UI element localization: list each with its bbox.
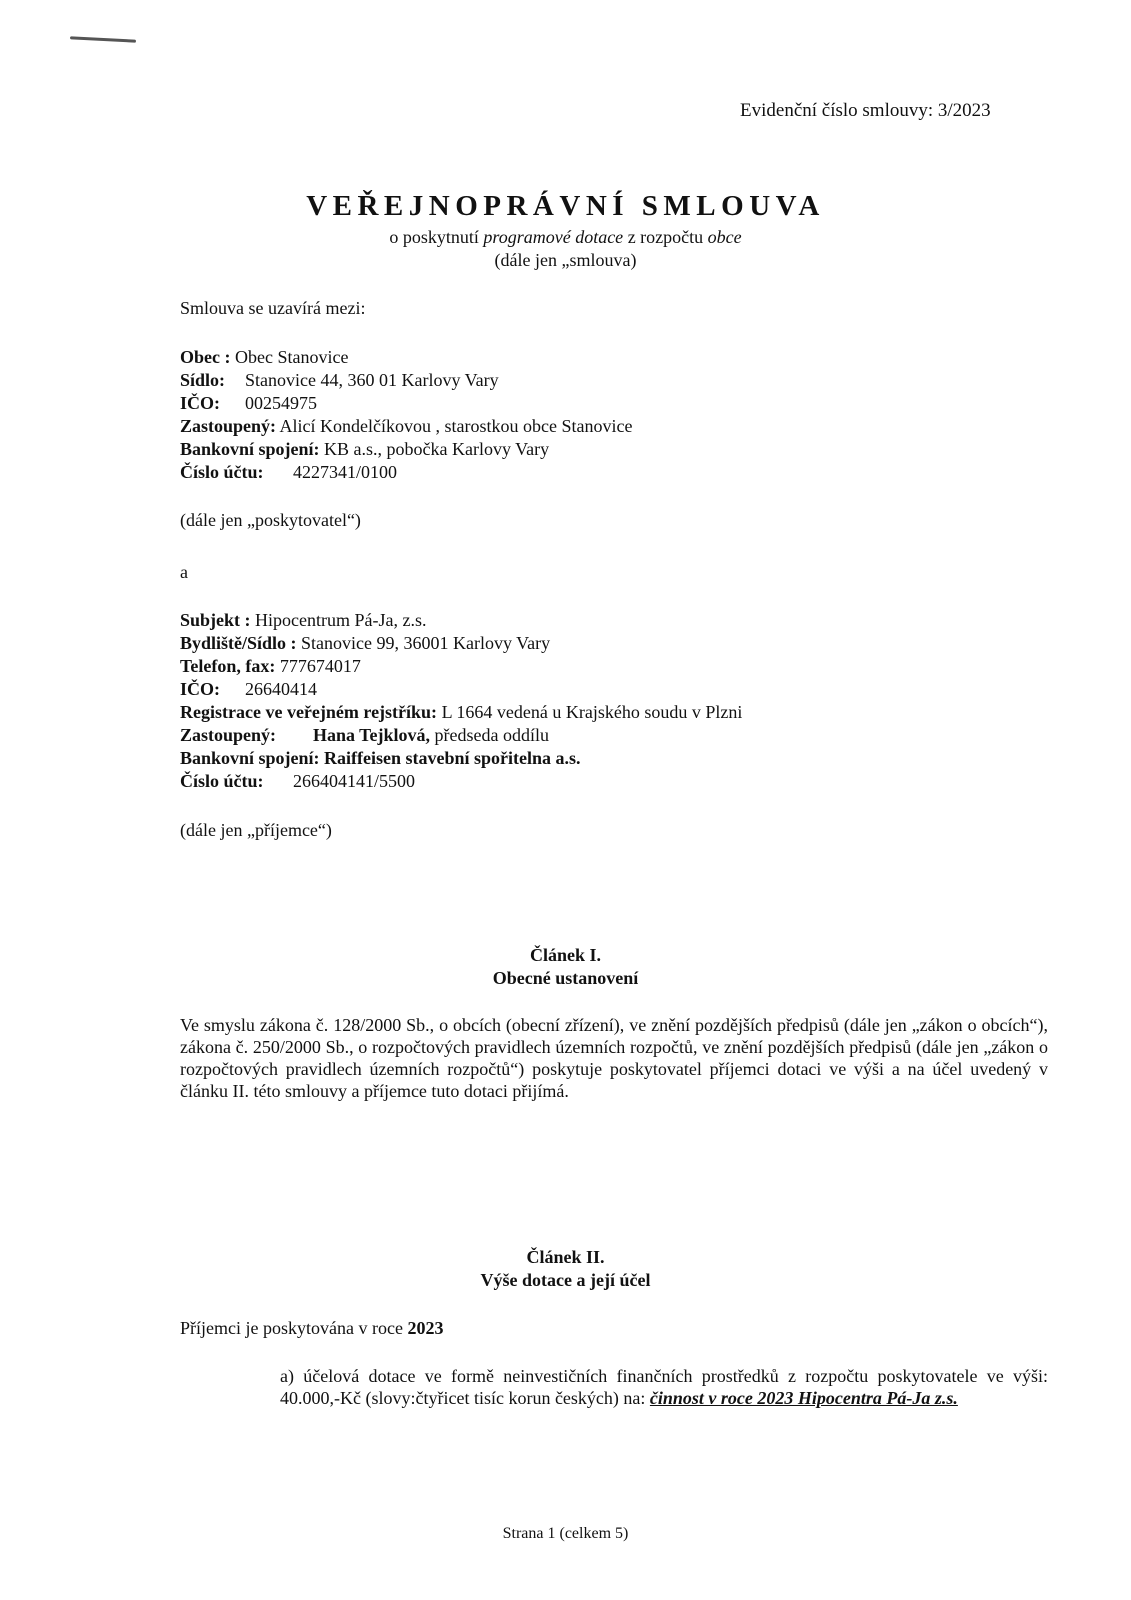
recipient-registration: Registrace ve veřejném rejstříku: L 1664 vedená u Krajského soudu v Plzni — [180, 702, 743, 722]
article-2-intro: Příjemci je poskytována v roce 2023 — [180, 1318, 444, 1338]
recipient-phone: Telefon, fax: 777674017 — [180, 656, 361, 676]
article-2-title: Výše dotace a její účel — [480, 1270, 651, 1290]
recipient-account: Číslo účtu: 266404141/5500 — [180, 771, 416, 791]
scan-mark — [70, 36, 136, 42]
article-2-heading: Článek II. — [526, 1247, 605, 1267]
recipient-subject: Subjekt : Hipocentrum Pá-Ja, z.s. — [180, 610, 427, 630]
provider-bank: Bankovní spojení: KB a.s., pobočka Karlovy Vary — [180, 439, 550, 459]
evidence-number: Evidenční číslo smlouvy: 3/2023 — [740, 100, 991, 121]
document-subtitle-2: (dále jen „smlouva) — [494, 250, 637, 270]
purpose-text: činnost v roce 2023 Hipocentra Pá-Ja z.s. — [649, 1388, 958, 1408]
provider-zastoupeny: Zastoupený: Alicí Kondelčíkovou , starostkou obce Stanovice — [180, 416, 633, 436]
recipient-note: (dále jen „příjemce“) — [180, 820, 332, 840]
provider-note: (dále jen „poskytovatel“) — [180, 510, 361, 530]
recipient-ico: IČO: 26640414 — [180, 679, 317, 699]
provider-sidlo: Sídlo: Stanovice 44, 360 01 Karlovy Vary — [180, 370, 499, 390]
recipient-bank: Bankovní spojení: Raiffeisen stavební spořitelna a.s. — [180, 748, 581, 768]
provider-obec: Obec : Obec Stanovice — [180, 347, 349, 367]
provider-ico: IČO: 00254975 — [180, 393, 317, 413]
recipient-sidlo: Bydliště/Sídlo : Stanovice 99, 36001 Karlovy Vary — [180, 633, 551, 653]
recipient-zastoupeny: Zastoupený: Hana Tejklová, předseda oddílu — [180, 725, 550, 745]
article-2-item-a: a) účelová dotace ve formě neinvestičních finančních prostředků z rozpočtu poskytovatele ve výši: 40.000,-Kč (slovy:čtyřicet tisíc korun českých) na: činnost v roce 2023 Hipocentra Pá-Ja z.s. — [280, 1366, 1048, 1408]
conjunction: a — [180, 562, 188, 582]
document-title: VEŘEJNOPRÁVNÍ SMLOUVA — [306, 190, 825, 222]
article-1-heading: Článek I. — [529, 945, 601, 965]
article-1-title: Obecné ustanovení — [492, 968, 639, 988]
intro-text: Smlouva se uzavírá mezi: — [180, 298, 366, 318]
page-footer: Strana 1 (celkem 5) — [502, 1525, 629, 1542]
article-1-text: Ve smyslu zákona č. 128/2000 Sb., o obcích (obecní zřízení), ve znění pozdějších předpisů (dále jen „zákon o obcích“), zákona č. 250/2000 Sb., o rozpočtových pravidlech územních rozpočtů, ve znění pozdějších předpisů (dále jen „zákon o rozpočtových pravidlech územních rozpočtů“) poskytuje poskytovatel příjemci dotaci ve výši a na účel uvedený v článku II. této smlouvy a příjemce tuto dotaci přijímá. — [180, 1015, 1048, 1101]
provider-account: Číslo účtu: 4227341/0100 — [180, 462, 398, 482]
document-subtitle: o poskytnutí programové dotace z rozpočtu obce — [389, 227, 742, 247]
